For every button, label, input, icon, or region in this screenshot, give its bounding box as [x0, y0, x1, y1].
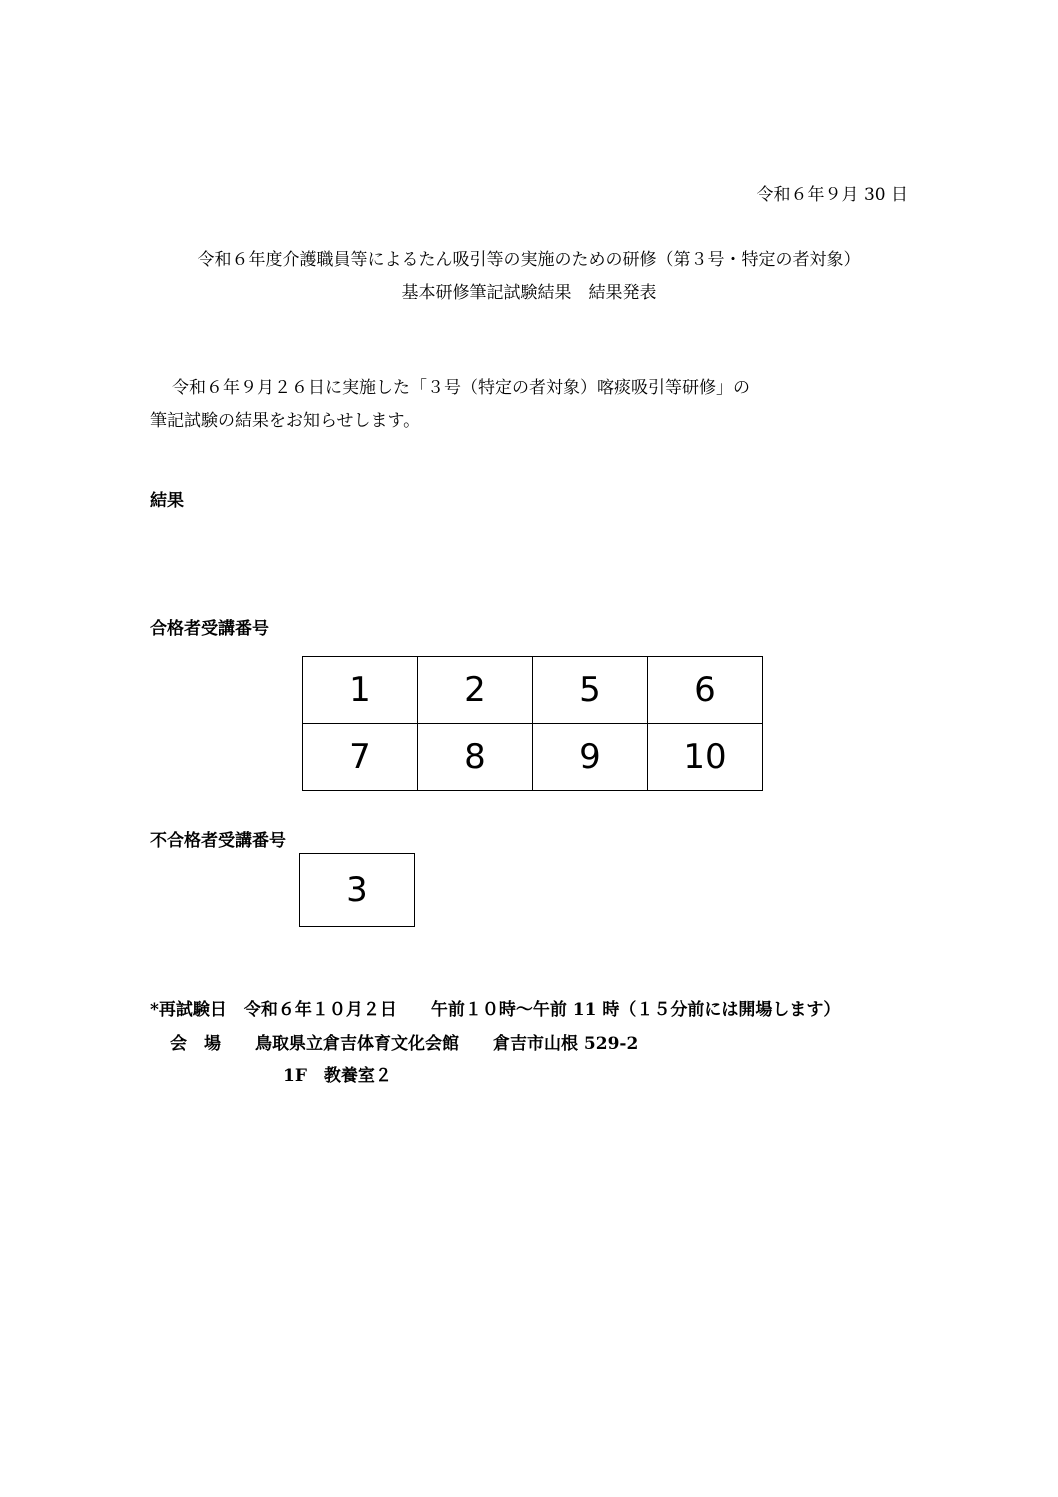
passed-number-cell: 9: [533, 724, 648, 791]
retest-date-line: *再試験日 令和６年１０月２日 午前１０時～午前 11 時（１５分前には開場します）: [150, 1000, 841, 1020]
document-title-line2: 基本研修筆記試験結果 結果発表: [401, 283, 657, 303]
failed-heading: 不合格者受講番号: [150, 831, 286, 851]
intro-line2: 筆記試験の結果をお知らせします。: [150, 411, 421, 431]
passed-number-cell: 6: [648, 657, 763, 724]
failed-number-cell: 3: [300, 854, 415, 927]
document-date: 令和６年９月 30 日: [756, 185, 908, 205]
passed-heading: 合格者受講番号: [150, 619, 269, 639]
passed-number-cell: 7: [303, 724, 418, 791]
table-row: [303, 724, 763, 791]
intro-line1: 令和６年９月２６日に実施した「３号（特定の者対象）喀痰吸引等研修」の: [172, 378, 750, 398]
passed-number-cell: 8: [418, 724, 533, 791]
table-row: [300, 854, 415, 927]
passed-number-cell: 10: [648, 724, 763, 791]
failed-numbers-table: [299, 853, 415, 927]
passed-number-cell: 5: [533, 657, 648, 724]
passed-number-cell: 2: [418, 657, 533, 724]
retest-room-line: 1F 教養室２: [283, 1066, 392, 1086]
passed-number-cell: 1: [303, 657, 418, 724]
passed-numbers-table: [302, 656, 763, 791]
table-row: [303, 657, 763, 724]
document-title-line1: 令和６年度介護職員等によるたん吸引等の実施のための研修（第３号・特定の者対象）: [197, 250, 861, 270]
result-heading: 結果: [150, 491, 184, 511]
retest-venue-line: 会 場 鳥取県立倉吉体育文化会館 倉吉市山根 529-2: [170, 1034, 639, 1054]
